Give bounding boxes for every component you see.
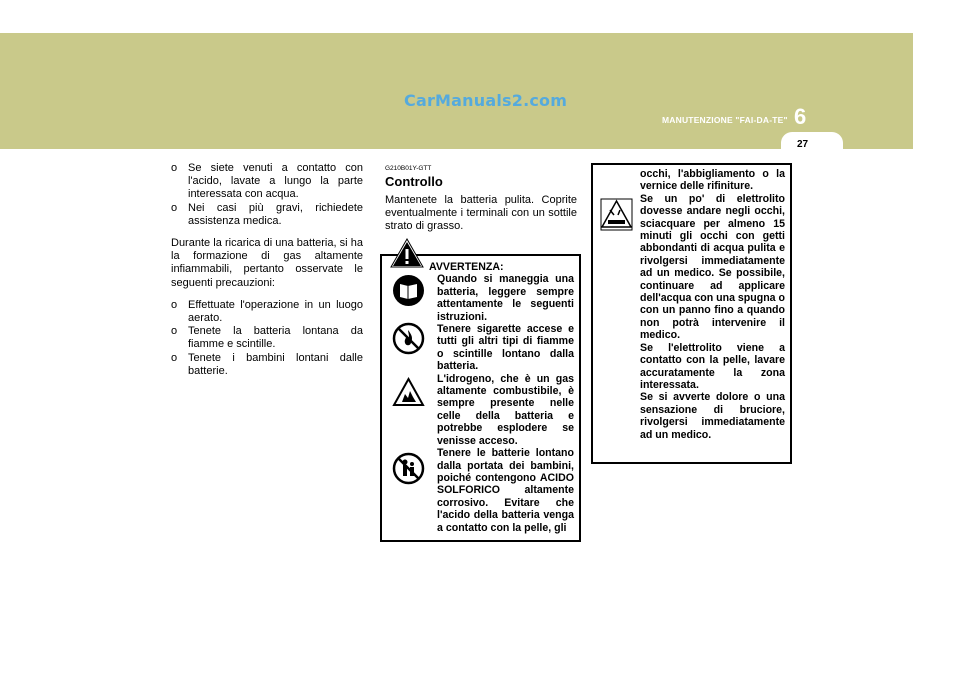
warning-line: occhi, l'abbigliamento o la vernice delle rifiniture. xyxy=(640,168,785,193)
warning-triangle-icon xyxy=(390,238,424,268)
list-item-text: Effettuate l'operazione in un luogo aerato. xyxy=(188,298,363,325)
list-item xyxy=(171,162,363,202)
page-tab xyxy=(781,132,843,154)
watermark-link[interactable]: CarManuals2.com xyxy=(404,91,568,110)
warning-line: Se un po' di elettrolito dovesse andare negli occhi, sciacquare per almeno 15 minuti gli occhi con getti abbondanti di acqua pulita e rivolgersi immediatamente ad un medico. Se possibile, continuare ad applicare dell'acqua con una spugna o con un panno fino a quando non potrà intervenire il medico. xyxy=(640,192,785,342)
warning-text xyxy=(429,261,574,534)
manual-icon xyxy=(392,274,425,307)
list-item-text: Nei casi più gravi, richiedete assistenza medica. xyxy=(188,201,363,227)
chapter-number: 6 xyxy=(794,104,807,129)
section-heading: Controllo xyxy=(385,174,443,189)
warning-line: L'idrogeno, che è un gas altamente combustibile, è sempre presente nelle celle della batteria e potrebbe esplodere se venisse acceso. xyxy=(437,372,574,447)
middle-column xyxy=(385,165,577,233)
warning-line: Tenere le batterie lontano dalla portata dei bambini, poiché contengono ACIDO SOLFORICO altamente corrosivo. Evitare che l'acido della batteria venga a contatto con la pelle, gli xyxy=(437,447,574,534)
bullet-marker: o xyxy=(171,162,178,174)
bullet-marker: o xyxy=(171,298,178,311)
bullet-marker: o xyxy=(171,351,178,364)
list-item xyxy=(171,352,363,378)
no-children-icon xyxy=(392,452,425,485)
no-flame-icon xyxy=(392,322,425,355)
warning-text xyxy=(640,168,785,441)
warning-line: Se si avverte dolore o una sensazione di bruciore, rivolgersi immediatamente ad un medico. xyxy=(640,391,785,441)
left-column xyxy=(171,162,363,378)
corrosive-icon xyxy=(600,198,633,231)
list-item-text: Tenete i bambini lontani dalle batterie. xyxy=(188,351,363,377)
bullet-marker: o xyxy=(171,325,178,338)
intro-paragraph: Mantenete la batteria pulita. Coprite eventualmente i terminali con un sottile strato di grasso. xyxy=(385,194,577,232)
list-item xyxy=(171,202,363,228)
warning-line: Se l'elettrolito viene a contatto con la pelle, lavare accuratamente la zona interessata. xyxy=(640,341,785,391)
list-item xyxy=(171,299,363,325)
list-item xyxy=(171,325,363,351)
warning-line: Tenere sigarette accese e tutti gli altri tipi di fiamme o scintille lontano dalla batteria. xyxy=(437,323,574,373)
paragraph: Durante la ricarica di una batteria, si ha la formazione di gas altamente infiammabili, pertanto osservate le seguenti precauzioni: xyxy=(171,237,363,289)
page-number: 27 xyxy=(797,139,809,150)
explosion-icon xyxy=(392,376,425,409)
warning-continuation-box xyxy=(591,163,792,464)
warning-box xyxy=(380,254,581,542)
list-item-text: Se siete venuti a contatto con l'acido, lavate a lungo la parte interessata con acqua. xyxy=(188,162,363,201)
warning-title: AVVERTENZA: xyxy=(429,261,504,273)
section-code: G210B01Y-GTT xyxy=(385,165,432,172)
list-item-text: Tenete la batteria lontana da fiamme e scintille. xyxy=(188,325,363,351)
bullet-marker: o xyxy=(171,201,178,214)
warning-line: Quando si maneggia una batteria, leggere sempre attentamente le seguenti istruzioni. xyxy=(437,273,574,323)
section-title: MANUTENZIONE "FAI-DA-TE" xyxy=(662,115,788,125)
